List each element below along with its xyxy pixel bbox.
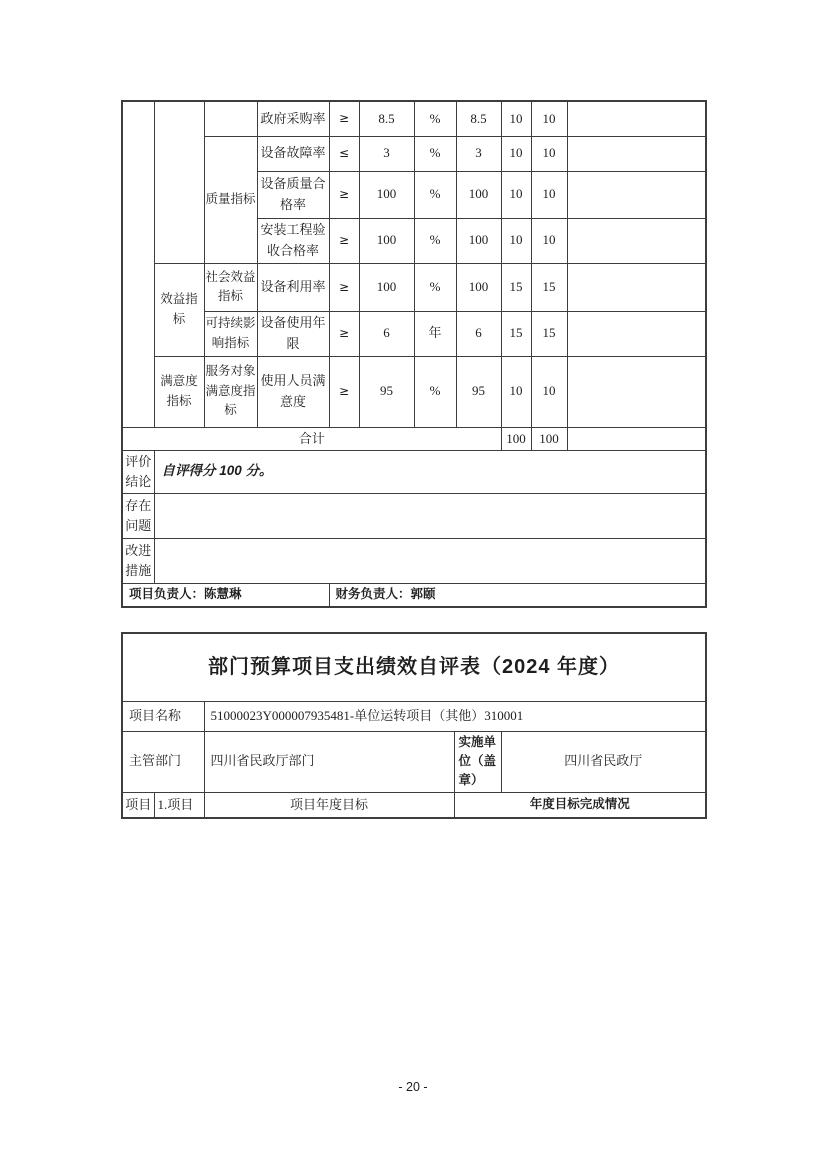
group2-benefit: 效益指标 [154, 263, 204, 356]
table-row [122, 356, 706, 427]
measures-row [122, 538, 706, 583]
max-score: 15 [501, 311, 531, 356]
remark-cell-empty [567, 136, 706, 171]
group3-sustainability: 可持续影响指标 [204, 311, 257, 356]
self-score: 15 [531, 263, 567, 311]
project-sub-label: 1.项目 [154, 792, 204, 818]
actual-value: 100 [456, 171, 501, 218]
project-name-value: 51000023Y000007935481-单位运转项目（其他）310001 [204, 701, 706, 731]
conclusion-row [122, 450, 706, 493]
indicator-name: 设备使用年限 [257, 311, 329, 356]
target-value: 8.5 [359, 101, 414, 136]
group2-satisfaction: 满意度指标 [154, 356, 204, 427]
comparison-operator: ≥ [329, 356, 359, 427]
measures-text [154, 538, 706, 583]
implementing-unit-label: 实施单位（盖章） [454, 731, 501, 792]
target-value: 100 [359, 263, 414, 311]
annual-completion-label: 年度目标完成情况 [454, 792, 706, 818]
table-row [122, 101, 706, 136]
project-lead: 项目负责人：陈慧琳 [122, 583, 329, 607]
left-group-cell-empty [122, 101, 154, 427]
title-row [122, 633, 706, 701]
comparison-operator: ≥ [329, 218, 359, 263]
conclusion-text: 自评得分 100 分。 [154, 450, 706, 493]
table-row [122, 136, 706, 171]
actual-value: 100 [456, 263, 501, 311]
total-max-score: 100 [501, 427, 531, 450]
comparison-operator: ≥ [329, 263, 359, 311]
self-score: 10 [531, 218, 567, 263]
dept-label: 主管部门 [122, 731, 204, 792]
remark-cell-empty [567, 171, 706, 218]
project-name-row [122, 701, 706, 731]
dept-value: 四川省民政厅部门 [204, 731, 454, 792]
measures-label: 改进措施 [122, 538, 154, 583]
self-score: 10 [531, 356, 567, 427]
project-label: 项目 [122, 792, 154, 818]
annual-goal-label: 项目年度目标 [204, 792, 454, 818]
signature-row [122, 583, 706, 607]
total-label: 合计 [122, 427, 501, 450]
remark-cell-empty [567, 218, 706, 263]
indicator-name: 使用人员满意度 [257, 356, 329, 427]
group2-cell-empty [154, 101, 204, 263]
unit: % [414, 101, 456, 136]
next-self-eval-table [121, 632, 707, 819]
actual-value: 8.5 [456, 101, 501, 136]
project-goal-row [122, 792, 706, 818]
actual-value: 100 [456, 218, 501, 263]
indicator-name: 设备故障率 [257, 136, 329, 171]
page-number: - 20 - [398, 1080, 428, 1094]
indicator-name: 安装工程验收合格率 [257, 218, 329, 263]
self-score: 10 [531, 136, 567, 171]
remark-cell-empty [567, 101, 706, 136]
unit: % [414, 218, 456, 263]
remark-cell-empty [567, 263, 706, 311]
total-row [122, 427, 706, 450]
indicator-name: 政府采购率 [257, 101, 329, 136]
comparison-operator: ≤ [329, 136, 359, 171]
remark-cell-empty [567, 427, 706, 450]
target-value: 6 [359, 311, 414, 356]
implementing-unit-value: 四川省民政厅 [501, 731, 706, 792]
group3-social-benefit: 社会效益指标 [204, 263, 257, 311]
conclusion-label: 评价结论 [122, 450, 154, 493]
problems-text [154, 493, 706, 538]
problems-row [122, 493, 706, 538]
unit: % [414, 356, 456, 427]
max-score: 10 [501, 101, 531, 136]
self-score: 10 [531, 101, 567, 136]
total-self-score: 100 [531, 427, 567, 450]
table-title: 部门预算项目支出绩效自评表（2024 年度） [122, 633, 706, 701]
self-eval-score-table [121, 100, 707, 608]
comparison-operator: ≥ [329, 101, 359, 136]
table-row [122, 263, 706, 311]
group3-quality: 质量指标 [204, 136, 257, 263]
max-score: 10 [501, 356, 531, 427]
group3-cell-empty [204, 101, 257, 136]
table-row [122, 311, 706, 356]
max-score: 10 [501, 218, 531, 263]
project-name-label: 项目名称 [122, 701, 204, 731]
group3-service-satisfaction: 服务对象满意度指标 [204, 356, 257, 427]
finance-lead: 财务负责人：郭颐 [329, 583, 706, 607]
unit: % [414, 263, 456, 311]
actual-value: 3 [456, 136, 501, 171]
unit: % [414, 171, 456, 218]
target-value: 100 [359, 171, 414, 218]
actual-value: 95 [456, 356, 501, 427]
target-value: 3 [359, 136, 414, 171]
indicator-name: 设备质量合格率 [257, 171, 329, 218]
self-score: 10 [531, 171, 567, 218]
remark-cell-empty [567, 311, 706, 356]
max-score: 15 [501, 263, 531, 311]
remark-cell-empty [567, 356, 706, 427]
self-score: 15 [531, 311, 567, 356]
max-score: 10 [501, 171, 531, 218]
problems-label: 存在问题 [122, 493, 154, 538]
department-row [122, 731, 706, 792]
actual-value: 6 [456, 311, 501, 356]
indicator-name: 设备利用率 [257, 263, 329, 311]
target-value: 100 [359, 218, 414, 263]
unit: % [414, 136, 456, 171]
comparison-operator: ≥ [329, 171, 359, 218]
comparison-operator: ≥ [329, 311, 359, 356]
unit: 年 [414, 311, 456, 356]
target-value: 95 [359, 356, 414, 427]
max-score: 10 [501, 136, 531, 171]
